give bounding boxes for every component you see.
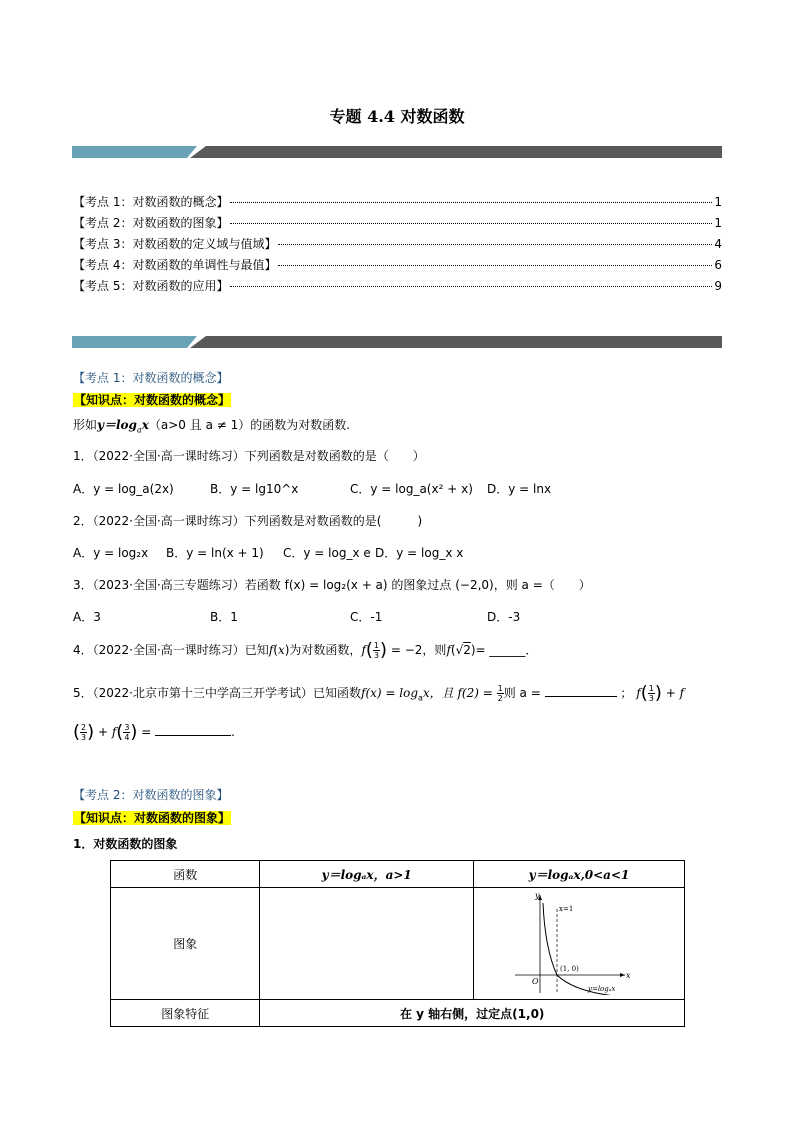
curve-label: y=logₐx [587, 985, 616, 993]
option-a[interactable]: A．y = log₂x [73, 546, 149, 560]
section-heading: 【考点 2：对数函数的图象】 [73, 788, 229, 802]
option-d[interactable]: D．y = log_x x [375, 546, 464, 560]
toc-item[interactable]: 【考点 4：对数函数的单调性与最值】 6 [73, 258, 722, 272]
toc-item[interactable]: 【考点 2：对数函数的图象】 1 [73, 216, 722, 230]
question-3-stem: 3．（2023·全国·高三专题练习）若函数 f(x) = log₂(x + a) 的图象过点 (−2,0)，则 a =（ ） [73, 578, 591, 592]
option-b[interactable]: B．y = lg10^x [210, 482, 299, 496]
table-row-label: 图象特征 [111, 1000, 260, 1027]
knowledge-label: 【知识点：对数函数的概念】 [74, 393, 231, 407]
option-b[interactable]: B．y = ln(x + 1) [166, 546, 264, 560]
knowledge-label: 【知识点：对数函数的图象】 [74, 811, 231, 825]
question-4: 4．（2022·全国·高一课时练习）已知f(x)为对数函数，f( $\frac{1}{3}$ ) = −2，则f(√2)= ______． [73, 639, 538, 661]
toc-item[interactable]: 【考点 3：对数函数的定义域与值域】 4 [73, 237, 722, 251]
table-row-label: 图象 [111, 888, 260, 1000]
option-c[interactable]: C．y = log_a(x² + x) [350, 482, 473, 496]
option-a[interactable]: A．3 [73, 610, 101, 624]
origin-label: O [531, 977, 539, 986]
log-graph [475, 889, 683, 995]
option-a[interactable]: A．y = log_a(2x) [73, 482, 174, 496]
question-1-stem: 1．（2022·全国·高一课时练习）下列函数是对数函数的是（ ） [73, 449, 425, 463]
toc-item[interactable]: 【考点 1：对数函数的概念】 1 [73, 195, 722, 209]
table-feature-cell: 在 y 轴右侧，过定点(1,0) [260, 1000, 685, 1027]
option-c[interactable]: C．-1 [350, 610, 383, 624]
table-header-cell: y＝logₐx,0<a<1 [473, 861, 684, 888]
definition-text: 形如$y=\log_ax(a>0$ 且 a ≠ 1）的函数为对数函数. [73, 418, 351, 435]
decorative-banner [72, 146, 722, 158]
option-b[interactable]: B．1 [210, 610, 238, 624]
section-heading: 【考点 1：对数函数的概念】 [73, 371, 229, 385]
question-5: 5．（2022·北京市第十三中学高三开学考试）已知函数$f(x) = \log_ax$，且 f(2) = $\frac{1}{2}$ 则 a = ； f( $\frac{1}{3}$ ) + f [73, 682, 685, 704]
option-d[interactable]: D．y = lnx [487, 482, 552, 496]
table-header-cell: 函数 [111, 861, 260, 888]
decorative-banner [72, 336, 722, 348]
table-header-cell: y＝logₐx，a>1 [260, 861, 474, 888]
x-axis-label: x [625, 971, 631, 980]
question-5-continued: ( $\frac{2}{3}$ ) + f( $\frac{3}{4}$ ) = . [73, 721, 235, 743]
question-2-stem: 2．（2022·全国·高一课时练习）下列函数是对数函数的是( ) [73, 514, 423, 528]
line-label: x=1 [558, 905, 574, 913]
graph-cell [473, 888, 684, 1000]
option-c[interactable]: C．y = log_x e [283, 546, 371, 560]
graph-cell-empty [260, 888, 474, 1000]
subheading: 1．对数函数的图象 [73, 837, 178, 851]
y-axis-label: y [534, 891, 540, 900]
point-label: (1, 0) [559, 965, 579, 973]
page-title: 专题 4.4 对数函数 [329, 107, 465, 126]
graph-table [110, 860, 685, 1027]
toc-item[interactable]: 【考点 5：对数函数的应用】 9 [73, 279, 722, 293]
option-d[interactable]: D．-3 [487, 610, 521, 624]
